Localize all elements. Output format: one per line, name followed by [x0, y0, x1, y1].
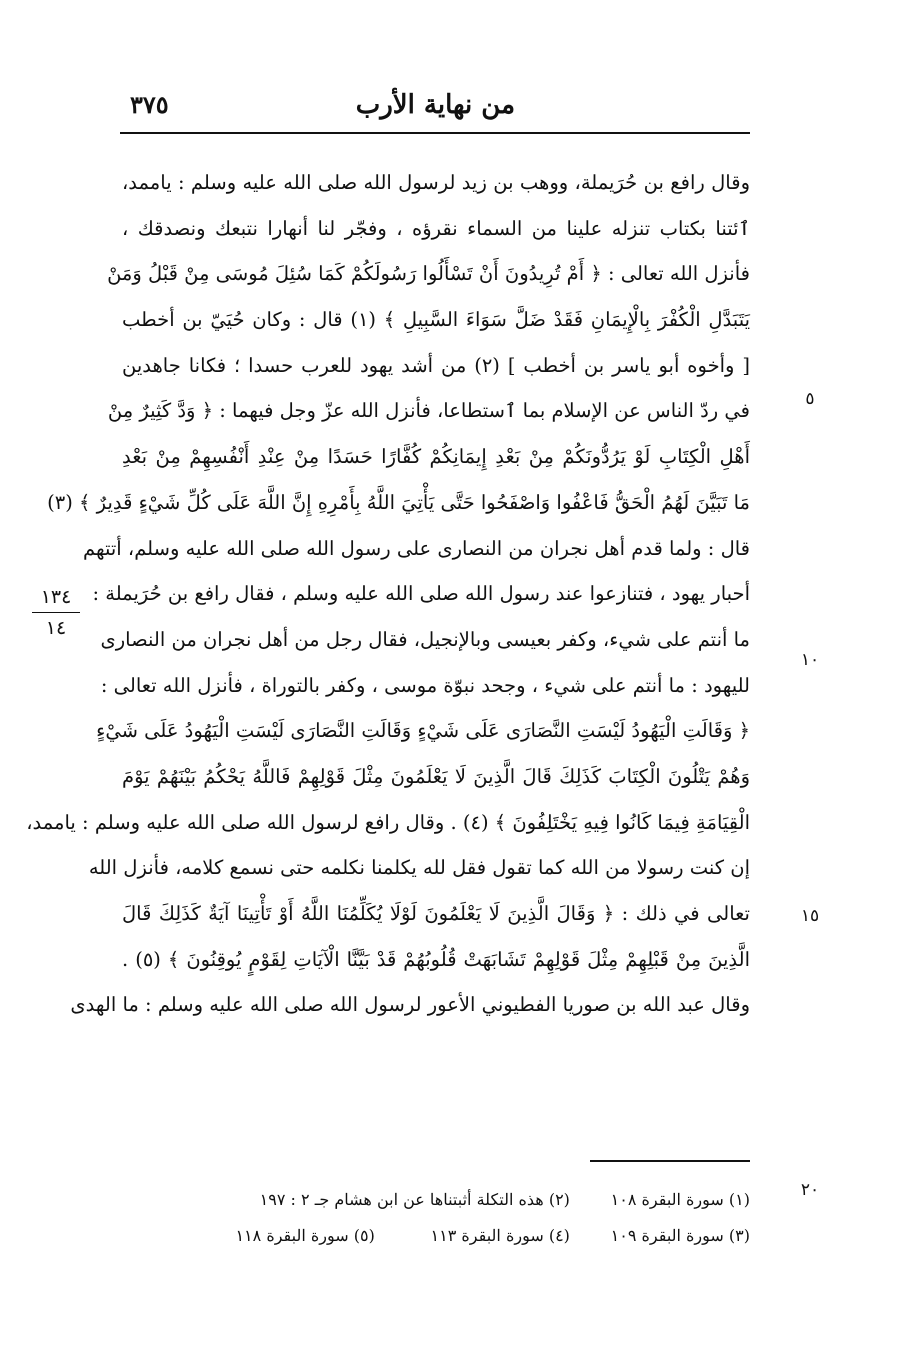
footnote-4: (٤) سورة البقرة ١١٣ [430, 1226, 570, 1245]
text-line: وقال رافع بن حُرَيملة، ووهب بن زيد لرسول الله صلى الله عليه وسلم : ياممد، [122, 171, 750, 194]
text-line: ٱئتنا بكتاب تنزله علينا من السماء نقرؤه ، وفجّر لنا أنهارا نتبعك ونصدقك ، [122, 216, 750, 240]
footnote-5: (٥) سورة البقرة ١١٨ [235, 1226, 375, 1245]
page-header [120, 82, 750, 134]
line-number-5: ٥ [805, 389, 815, 409]
text-line: لليهود : ما أنتم على شيء ، وجحد نبوّة موسى ، وكفر بالتوراة ، فأنزل الله تعالى : [100, 673, 750, 697]
text-line: في ردّ الناس عن الإسلام بما ٱستطاعا، فأنزل الله عزّ وجل فيهما : ﴿ وَدَّ كَثِيرٌ مِنْ [107, 399, 750, 423]
text-line: تعالى في ذلك : ﴿ وَقَالَ الَّذِينَ لَا يَعْلَمُونَ لَوْلَا يُكَلِّمُنَا اللَّهُ أَوْ تَأْتِينَا آيَةٌ كَذَلِكَ قَالَ [122, 902, 750, 925]
text-line: يَتَبَدَّلِ الْكُفْرَ بِالْإِيمَانِ فَقَدْ ضَلَّ سَوَاءَ السَّبِيلِ ﴾ (١) قال : وكان حُيَيّ بن أخطب [122, 308, 750, 332]
text-line: ﴿ وَقَالَتِ الْيَهُودُ لَيْسَتِ النَّصَارَى عَلَى شَيْءٍ وَقَالَتِ النَّصَارَى لَيْسَتِ الْيَهُودُ عَلَى شَيْءٍ [96, 719, 750, 743]
text-line: وقال عبد الله بن صوريا الفطيوني الأعور لرسول الله صلى الله عليه وسلم : ما الهدى [70, 993, 750, 1017]
text-line: مَا تَبَيَّنَ لَهُمُ الْحَقُّ فَاعْفُوا وَاصْفَحُوا حَتَّى يَأْتِيَ اللَّهُ بِأَمْرِهِ إِنَّ اللَّهَ عَلَى كُلِّ شَيْءٍ قَدِيرٌ ﴾ (٣) [47, 490, 750, 514]
margin-reference [28, 584, 84, 641]
line-number-15: ١٥ [800, 906, 820, 926]
text-line: الَّذِينَ مِنْ قَبْلِهِمْ مِثْلَ قَوْلِهِمْ تَشَابَهَتْ قُلُوبُهُمْ قَدْ بَيَّنَّا الْآيَاتِ لِقَوْمٍ يُوقِنُونَ ﴾ (٥) . [122, 947, 750, 971]
footnote-row [150, 1182, 750, 1218]
footnote-separator [590, 1160, 750, 1162]
footnote-1: (١) سورة البقرة ١٠٨ [610, 1190, 750, 1209]
line-number-20: ٢٠ [800, 1180, 820, 1200]
line-number-10: ١٠ [800, 650, 820, 670]
text-line: [ وأخوه أبو ياسر بن أخطب ] (٢) من أشد يهود للعرب حسدا ؛ فكانا جاهدين [122, 353, 750, 377]
text-line: إن كنت رسولا من الله كما تقول فقل لله يكلمنا نكلمه حتى نسمع كلامه، فأنزل الله [88, 856, 750, 880]
text-line: أَهْلِ الْكِتَابِ لَوْ يَرُدُّونَكُمْ مِنْ بَعْدِ إِيمَانِكُمْ كُفَّارًا حَسَدًا مِنْ عِنْدِ أَنْفُسِهِمْ مِنْ بَعْدِ [122, 445, 750, 469]
footnotes [150, 1182, 750, 1254]
text-line: فأنزل الله تعالى : ﴿ أَمْ تُرِيدُونَ أَنْ تَسْأَلُوا رَسُولَكُمْ كَمَا سُئِلَ مُوسَى مِنْ قَبْلُ وَمَنْ [107, 262, 750, 286]
margin-reference-bottom: ١٤ [45, 617, 67, 639]
text-line: قال : ولما قدم أهل نجران من النصارى على رسول الله صلى الله عليه وسلم، أتتهم [83, 536, 750, 560]
page-number: ٣٧٥ [130, 90, 169, 119]
footnote-row [150, 1218, 750, 1254]
margin-reference-top: ١٣٤ [40, 586, 72, 608]
running-title: من نهاية الأرب [355, 90, 515, 120]
footnote-3: (٣) سورة البقرة ١٠٩ [610, 1226, 750, 1245]
text-line: أحبار يهود ، فتنازعوا عند رسول الله صلى الله عليه وسلم ، فقال رافع بن حُرَيملة : [92, 582, 750, 606]
text-line: الْقِيَامَةِ فِيمَا كَانُوا فِيهِ يَخْتَلِفُونَ ﴾ (٤) . وقال رافع لرسول الله صلى الله عليه وسلم : ياممد، [26, 810, 750, 834]
margin-reference-rule [32, 612, 80, 613]
footnote-2: (٢) هذه التكلة أثبتناها عن ابن هشام جـ ٢ : ١٩٧ [259, 1190, 570, 1209]
text-line: وَهُمْ يَتْلُونَ الْكِتَابَ كَذَلِكَ قَالَ الَّذِينَ لَا يَعْلَمُونَ مِثْلَ قَوْلِهِمْ فَاللَّهُ يَحْكُمُ بَيْنَهُمْ يَوْمَ [122, 764, 750, 788]
text-line: ما أنتم على شيء، وكفر بعيسى وبالإنجيل، فقال رجل من أهل نجران من النصارى [100, 627, 750, 651]
